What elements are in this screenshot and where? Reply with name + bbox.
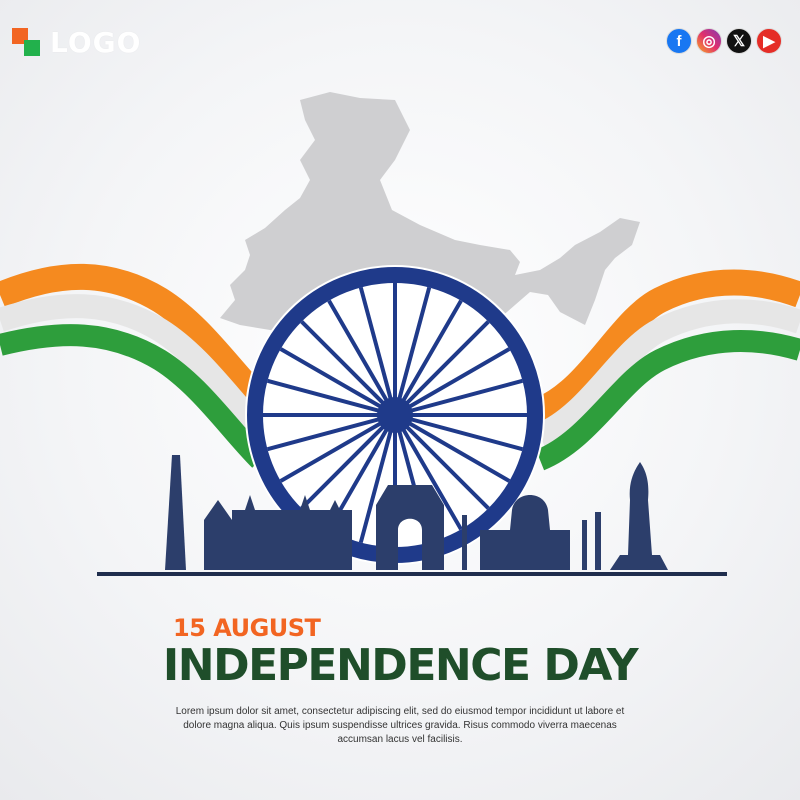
qutub-minar-shape — [165, 455, 186, 570]
left-tricolor-ribbon — [0, 277, 260, 460]
youtube-icon[interactable]: ▶ — [756, 28, 782, 54]
poster-title: INDEPENDENCE DAY — [162, 640, 638, 691]
x-icon[interactable]: 𝕏 — [726, 28, 752, 54]
date-subtitle: 15 AUGUST — [173, 614, 321, 642]
statue-of-unity-shape — [610, 462, 668, 570]
ground-line — [97, 572, 727, 576]
instagram-icon[interactable]: ◎ — [696, 28, 722, 54]
poster-body-text: Lorem ipsum dolor sit amet, consectetur adipiscing elit, sed do eiusmod tempor incididunt ut labore et dolore magna aliqua. Quis ipsum suspendisse ultrices gravida. Risus commodo viverra maecenas accumsan lacus vel facilisis. — [175, 706, 625, 745]
facebook-icon[interactable]: f — [666, 28, 692, 54]
logo-text: LOGO — [50, 26, 142, 59]
